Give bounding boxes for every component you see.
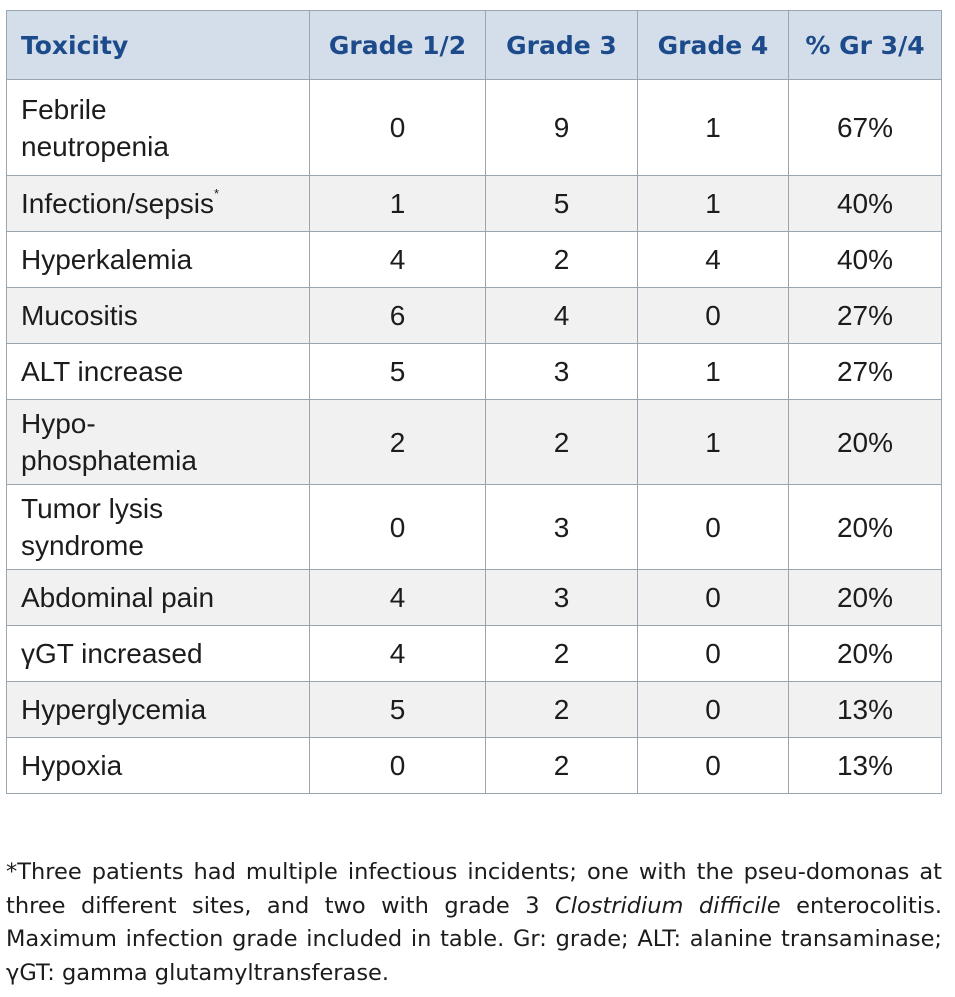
toxicity-cell [7,682,310,738]
header-percent-gr-3-4: % Gr 3/4 [789,11,942,80]
percent-gr-3-4-cell: 20% [789,485,942,570]
grade-1-2-cell: 0 [310,485,486,570]
toxicity-cell [7,400,310,485]
grade-3-cell: 3 [486,570,638,626]
toxicity-table [6,10,942,794]
grade-1-2-cell: 6 [310,288,486,344]
footnote [6,856,942,990]
toxicity-label: Abdominal pain [21,582,215,613]
grade-3-cell: 2 [486,400,638,485]
toxicity-label: ALT increase [21,356,184,387]
toxicity-table-container [6,10,941,794]
toxicity-cell [7,626,310,682]
table-row [7,176,942,232]
toxicity-label: Hypo- [21,408,96,439]
toxicity-label: neutropenia [21,130,169,162]
toxicity-label: syndrome [21,530,144,561]
grade-3-cell: 4 [486,288,638,344]
grade-3-cell: 2 [486,682,638,738]
toxicity-label: γGT increased [21,638,203,669]
percent-gr-3-4-cell: 20% [789,570,942,626]
table-row [7,682,942,738]
table-row [7,288,942,344]
header-grade-3: Grade 3 [486,11,638,80]
table-row [7,570,942,626]
percent-gr-3-4-cell: 20% [789,400,942,485]
toxicity-label: Infection/sepsis [21,188,214,219]
percent-gr-3-4-cell: 67% [789,80,942,176]
grade-3-cell: 3 [486,344,638,400]
grade-1-2-cell: 4 [310,626,486,682]
toxicity-cell [7,80,310,176]
footnote-text-1: *Three patients had multiple infectious incidents; one with the pseu-domonas at three different sites, and two with grade 3 [6,859,942,919]
grade-3-cell: 5 [486,176,638,232]
footnote-text-2: enterocolitis. Maximum infection grade included in table. Gr: grade; ALT: alanine transaminase; γGT: gamma glutamyltransferase. [6,892,942,986]
grade-4-cell: 0 [638,682,789,738]
table-row [7,626,942,682]
toxicity-cell [7,570,310,626]
toxicity-label: Mucositis [21,300,138,331]
table-row [7,344,942,400]
toxicity-label: Tumor lysis [21,493,164,524]
grade-4-cell: 0 [638,626,789,682]
grade-1-2-cell: 4 [310,232,486,288]
toxicity-cell [7,344,310,400]
header-toxicity: Toxicity [7,11,310,80]
toxicity-label: Hypoxia [21,750,123,781]
toxicity-cell [7,288,310,344]
footnote-italic-organism: Clostridium difficile [554,892,781,919]
percent-gr-3-4-cell: 40% [789,232,942,288]
grade-4-cell: 1 [638,344,789,400]
table-row [7,400,942,485]
grade-4-cell: 1 [638,80,789,176]
grade-1-2-cell: 4 [310,570,486,626]
grade-1-2-cell: 0 [310,738,486,794]
toxicity-label: Febrile [21,93,107,125]
grade-4-cell: 0 [638,288,789,344]
toxicity-label: phosphatemia [21,445,197,476]
toxicity-cell [7,738,310,794]
table-header [7,11,942,80]
percent-gr-3-4-cell: 40% [789,176,942,232]
table-row [7,80,942,176]
grade-4-cell: 0 [638,485,789,570]
grade-4-cell: 0 [638,570,789,626]
percent-gr-3-4-cell: 27% [789,344,942,400]
table-row [7,738,942,794]
table-body [7,80,942,794]
header-grade-1-2: Grade 1/2 [310,11,486,80]
table-row [7,485,942,570]
toxicity-label: Hyperkalemia [21,244,193,275]
grade-1-2-cell: 5 [310,682,486,738]
table-row [7,232,942,288]
grade-3-cell: 3 [486,485,638,570]
grade-3-cell: 9 [486,80,638,176]
grade-1-2-cell: 1 [310,176,486,232]
toxicity-cell [7,485,310,570]
toxicity-cell [7,176,310,232]
grade-4-cell: 0 [638,738,789,794]
percent-gr-3-4-cell: 13% [789,738,942,794]
toxicity-cell [7,232,310,288]
grade-1-2-cell: 5 [310,344,486,400]
grade-1-2-cell: 2 [310,400,486,485]
grade-4-cell: 4 [638,232,789,288]
grade-1-2-cell: 0 [310,80,486,176]
footnote-marker: * [214,186,220,201]
header-row [7,11,942,80]
grade-3-cell: 2 [486,232,638,288]
grade-4-cell: 1 [638,176,789,232]
header-grade-4: Grade 4 [638,11,789,80]
grade-4-cell: 1 [638,400,789,485]
grade-3-cell: 2 [486,738,638,794]
toxicity-label: Hyperglycemia [21,694,207,725]
percent-gr-3-4-cell: 13% [789,682,942,738]
percent-gr-3-4-cell: 27% [789,288,942,344]
percent-gr-3-4-cell: 20% [789,626,942,682]
grade-3-cell: 2 [486,626,638,682]
